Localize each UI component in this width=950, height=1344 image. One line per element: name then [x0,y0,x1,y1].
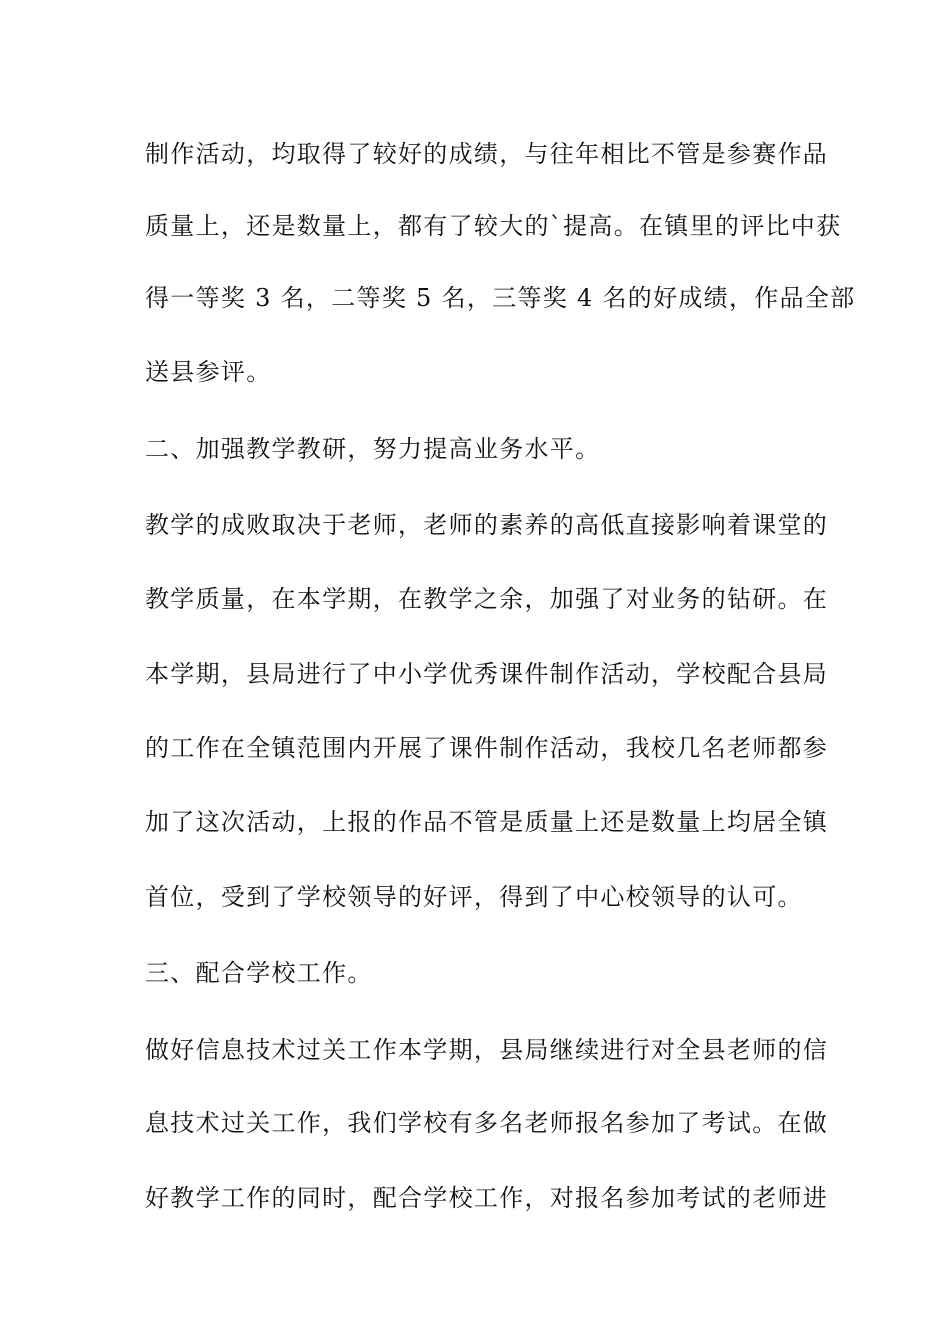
paragraph-line: 加了这次活动，上报的作品不管是质量上还是数量上均居全镇 [145,808,829,836]
paragraph-line: 首位，受到了学校领导的好评，得到了中心校领导的认可。 [145,883,803,911]
paragraph-line: 的工作在全镇范围内开展了课件制作活动，我校几名老师都参 [145,734,829,762]
paragraph-line: 送县参评。 [145,358,272,386]
paragraph-line: 制作活动，均取得了较好的成绩，与往年相比不管是参赛作品 [145,140,829,168]
paragraph-line: 教学质量，在本学期，在教学之余，加强了对业务的钻研。在 [145,585,829,613]
paragraph-line: 好教学工作的同时，配合学校工作，对报名参加考试的老师进 [145,1184,829,1212]
section-heading: 二、加强教学教研，努力提高业务水平。 [145,435,601,463]
paragraph-line: 教学的成败取决于老师，老师的素养的高低直接影响着课堂的 [145,511,829,539]
paragraph-line: 本学期，县局进行了中小学优秀课件制作活动，学校配合县局 [145,660,829,688]
paragraph-line: 息技术过关工作，我们学校有多名老师报名参加了考试。在做 [145,1109,829,1137]
paragraph-line: 质量上，还是数量上，都有了较大的`提高。在镇里的评比中获 [145,212,842,240]
paragraph-line: 做好信息技术过关工作本学期，县局继续进行对全县老师的信 [145,1036,829,1064]
paragraph-line: 得一等奖 3 名，二等奖 5 名，三等奖 4 名的好成绩，作品全部 [145,284,856,312]
section-heading: 三、配合学校工作。 [145,959,373,987]
